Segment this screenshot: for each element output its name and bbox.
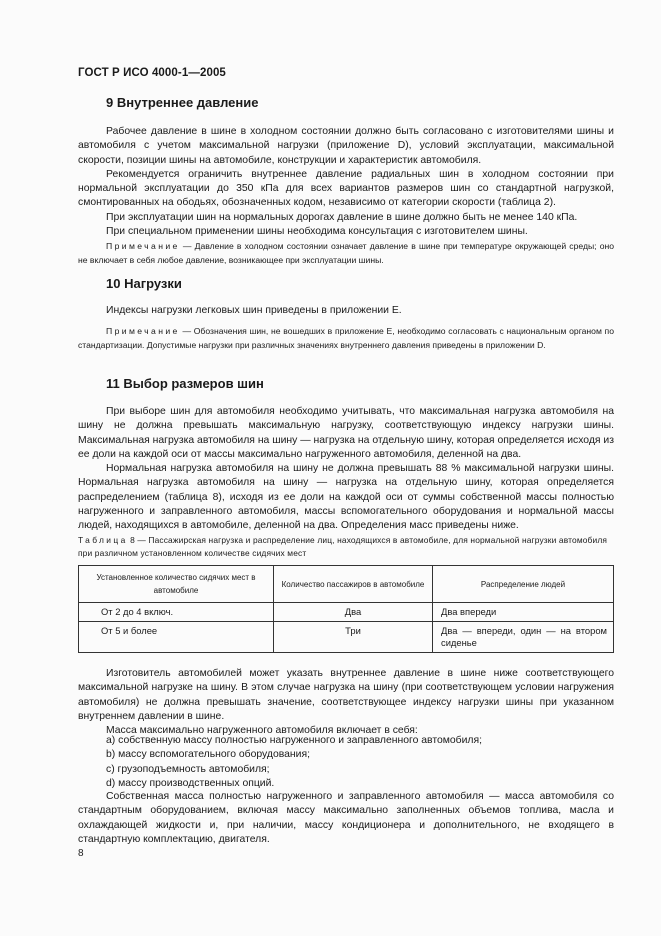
list-item: b) массу вспомогательного оборудования;: [106, 749, 310, 761]
table-8: [78, 565, 614, 653]
section-9-paragraph-2: Рекомендуется ограничить внутреннее давление радиальных шин в холодном состоянии при нормальной эксплуатации до 350 кПа для всех вариантов размеров шин со стандартной нагрузкой, смонтированных на ободьях, обозначенных кодом, независимо от категории скорости (таблица 2).: [78, 168, 614, 209]
section-11-body: [78, 405, 614, 534]
table-8-caption: [78, 534, 618, 560]
section-9-paragraph-1: Рабочее давление в шине в холодном состоянии должно быть согласовано с изготовителями шины и автомобиля с учетом максимальной нагрузки (приложение D), условий эксплуатации, максимальной скорости, позиции шины на автомобиле, конструкции и характеристик автомобиля.: [78, 126, 614, 166]
document-header: ГОСТ Р ИСО 4000-1—2005: [78, 67, 226, 79]
note-text: — Обозначения шин, не вошедших в приложение Е, необходимо согласовать с национальным органом по стандартизации. Допустимые нагрузки при различных значениях внутреннего давления приведены в приложении D.: [78, 326, 614, 351]
table-caption-text: 8 — Пассажирская нагрузка и распределение лиц, находящихся в автомобиле, для нормальной нагрузки автомобиля при различном установленном количестве сидячих мест: [78, 535, 608, 559]
after-paragraph-1: Изготовитель автомобилей может указать внутреннее давление в шине ниже соответствующего максимальной нагрузке на шину. В этом случае нагрузка на шину (при соответствующем условии нагружения автомобиля) не должна превышать значение, соответствующее индексу нагрузки шины при указанном внутреннем давлении в шине.: [78, 668, 614, 722]
section-10-paragraph-1: Индексы нагрузки легковых шин приведены в приложении Е.: [106, 305, 402, 316]
table-header-distribution: Распределение людей: [433, 566, 614, 603]
note-label: Примечание: [106, 241, 180, 251]
table-cell: Два — впереди, один — на втором сиденье: [433, 622, 614, 653]
section-9-paragraph-3: При эксплуатации шин на нормальных дорогах давление в шине должно быть не менее 140 кПа.: [106, 211, 578, 223]
section-11-paragraph-1: При выборе шин для автомобиля необходимо учитывать, что максимальная нагрузка автомобиля на шину не должна превышать максимальную нагрузку, соответствующую индексу нагрузки шины. Максимальная нагрузка автомобиля на шину — нагрузка на отдельную шину, которая определяется исходя из ее доли на каждой оси от массы максимально нагруженного автомобиля, деленной на два.: [78, 406, 614, 460]
table-header-passengers: Количество пассажиров в автомобиле: [274, 566, 433, 603]
table-row: [79, 603, 614, 622]
table-header-seats: Установленное количество сидячих мест в автомобиле: [79, 566, 274, 603]
section-10-body: [78, 304, 614, 318]
table-row: [79, 622, 614, 653]
section-9-body: [78, 125, 614, 239]
section-10-note: [78, 324, 614, 352]
list-item: d) массу производственных опций.: [106, 777, 275, 789]
after-paragraph-3: Собственная масса полностью нагруженного и заправленного автомобиля — масса автомобиля со стандартным оборудованием, включая массу максимально заполненных объемов топлива, масла и охлаждающей жидкости и, при наличии, массу кондиционера и дополнительного, не входящего в стандартную комплектацию, двигателя.: [78, 791, 614, 845]
table-cell: Два: [274, 603, 433, 622]
table-header-row: [79, 566, 614, 603]
section-9-paragraph-4: При специальном применении шины необходима консультация с изготовителем шины.: [106, 226, 528, 238]
after-paragraph-2: Масса максимально нагруженного автомобиля включает в себя:: [106, 725, 418, 737]
section-9-title: 9 Внутреннее давление: [106, 95, 259, 110]
list-item: а) собственную массу полностью нагруженного и заправленного автомобиля;: [106, 735, 482, 746]
list-item: c) грузоподъемность автомобиля;: [106, 763, 270, 775]
after-body-2: [78, 790, 614, 847]
note-text: — Давление в холодном состоянии означает давление в шине при температуре окружающей среды; оно не включает в себя любое давление, возникающее при эксплуатации шины.: [78, 241, 614, 266]
table-cell: Три: [274, 622, 433, 653]
table-cell: Два впереди: [433, 603, 614, 622]
table-cell: От 2 до 4 включ.: [79, 603, 274, 622]
table-caption-label: Таблица: [78, 535, 128, 545]
note-label: Примечание: [106, 326, 180, 336]
page-number: 8: [78, 848, 84, 859]
section-9-note: [78, 239, 614, 267]
section-11-paragraph-2: Нормальная нагрузка автомобиля на шину не должна превышать 88 % максимальной нагрузки шины. Нормальная нагрузка автомобиля на шину — нагрузка на отдельную шину, которая определяется распределением (таблица 8), исходя из ее доли на каждой оси от суммы собственной массы полностью нагруженного и заправленного автомобиля, массы вспомогательного оборудования и нормальной массы людей, находящихся в автомобиле, деленной на два. Определения масс приведены ниже.: [78, 463, 614, 532]
table-cell: От 5 и более: [79, 622, 274, 653]
mass-components-list: [78, 734, 614, 791]
section-11-title: 11 Выбор размеров шин: [106, 376, 264, 391]
section-10-title: 10 Нагрузки: [106, 276, 182, 291]
after-table-body: [78, 667, 614, 738]
